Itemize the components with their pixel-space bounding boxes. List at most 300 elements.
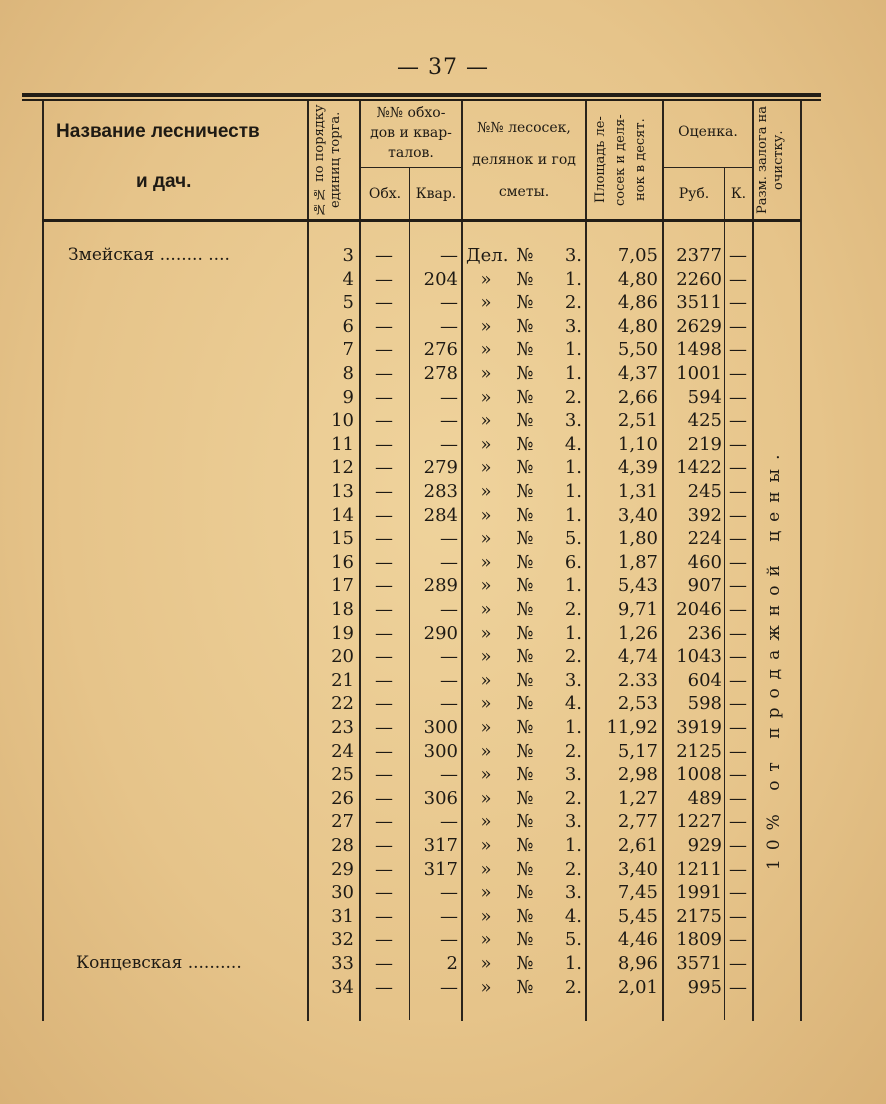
- row-number-sign: №: [516, 882, 534, 904]
- row-area: 1,87: [617, 551, 658, 573]
- row-obkhod: —: [375, 740, 393, 762]
- row-order-number: 29: [331, 858, 354, 880]
- row-prefix: »: [480, 433, 492, 455]
- row-kvartal: 278: [423, 363, 458, 384]
- row-area: 7,45: [617, 882, 658, 904]
- row-rubles: 907: [687, 575, 722, 597]
- row-order-number: 5: [342, 292, 354, 314]
- row-rubles: 2125: [676, 740, 722, 762]
- row-kvartal: 306: [423, 787, 458, 809]
- row-lesoseka: 3.: [564, 245, 582, 266]
- row-lesoseka: 1.: [564, 622, 582, 644]
- row-prefix: »: [480, 599, 492, 620]
- row-number-sign: №: [516, 905, 534, 927]
- row-order-number: 30: [331, 882, 354, 904]
- leader-dots: ........ ....: [159, 245, 230, 265]
- row-kopecks: —: [729, 433, 747, 455]
- row-prefix: »: [480, 740, 492, 762]
- row-area: 4,37: [617, 363, 658, 384]
- row-rubles: 245: [687, 481, 722, 502]
- row-kopecks: —: [729, 811, 747, 833]
- row-obkhod: —: [375, 292, 393, 314]
- row-obkhod: —: [375, 693, 393, 715]
- header-obkhod-sub: Обх.: [368, 186, 402, 202]
- row-kopecks: —: [729, 481, 747, 502]
- row-number-sign: №: [516, 622, 534, 644]
- header-bottom-rule: [42, 219, 801, 222]
- row-area: 5,45: [617, 905, 658, 927]
- row-order-number: 12: [331, 457, 354, 479]
- row-rubles: 2175: [676, 905, 722, 927]
- row-kvartal: —: [440, 646, 458, 668]
- row-kopecks: —: [729, 669, 747, 691]
- row-prefix: »: [480, 835, 492, 856]
- row-kvartal: —: [440, 929, 458, 951]
- row-lesoseka: 1.: [564, 363, 582, 384]
- row-obkhod: —: [375, 433, 393, 455]
- col-divider: [307, 101, 309, 1021]
- row-order-number: 14: [331, 504, 354, 526]
- header-subrule: [359, 167, 461, 168]
- row-prefix: »: [480, 622, 492, 644]
- row-kvartal: 276: [423, 339, 458, 361]
- row-prefix: »: [480, 953, 492, 974]
- row-kvartal: —: [440, 315, 458, 337]
- row-rubles: 1498: [676, 339, 722, 361]
- row-order-number: 7: [342, 339, 354, 361]
- header-lesosek-line3: сметы.: [498, 184, 550, 200]
- row-prefix: »: [480, 481, 492, 502]
- row-order-number: 34: [331, 976, 354, 998]
- row-area: 5,50: [617, 339, 658, 361]
- row-kopecks: —: [729, 245, 747, 266]
- row-kopecks: —: [729, 717, 747, 738]
- row-kopecks: —: [729, 528, 747, 550]
- leader-dots: ..........: [187, 953, 242, 973]
- row-area: 4,46: [617, 929, 658, 951]
- row-number-sign: №: [516, 433, 534, 455]
- row-order-number: 26: [331, 787, 354, 809]
- row-number-sign: №: [516, 740, 534, 762]
- row-lesoseka: 1.: [564, 953, 582, 974]
- row-kvartal: 300: [423, 717, 458, 738]
- row-prefix: »: [480, 787, 492, 809]
- row-obkhod: —: [375, 669, 393, 691]
- row-order-number: 22: [331, 693, 354, 715]
- row-order-number: 32: [331, 929, 354, 951]
- row-prefix: »: [480, 717, 492, 738]
- row-kvartal: —: [440, 551, 458, 573]
- row-obkhod: —: [375, 599, 393, 620]
- row-obkhod: —: [375, 717, 393, 738]
- row-obkhod: —: [375, 386, 393, 408]
- row-rubles: 489: [687, 787, 722, 809]
- row-prefix: »: [480, 410, 492, 432]
- row-rubles: 392: [687, 504, 722, 526]
- row-rubles: 604: [687, 669, 722, 691]
- row-area: 1,26: [617, 622, 658, 644]
- header-name-line2: и дач.: [136, 171, 192, 192]
- row-prefix: »: [480, 858, 492, 880]
- row-kvartal: 2: [446, 953, 458, 974]
- row-prefix: »: [480, 905, 492, 927]
- col-divider: [724, 168, 725, 1020]
- row-number-sign: №: [516, 245, 534, 266]
- row-prefix: »: [480, 315, 492, 337]
- row-prefix: Дел.: [466, 245, 509, 266]
- row-kopecks: —: [729, 363, 747, 384]
- row-kopecks: —: [729, 575, 747, 597]
- row-order-number: 19: [331, 622, 354, 644]
- header-obkhod-line3: талов.: [388, 145, 434, 161]
- row-prefix: »: [480, 929, 492, 951]
- row-prefix: »: [480, 457, 492, 479]
- row-prefix: »: [480, 764, 492, 786]
- row-obkhod: —: [375, 646, 393, 668]
- row-kopecks: —: [729, 953, 747, 974]
- col-divider: [752, 101, 754, 1021]
- row-lesoseka: 3.: [564, 315, 582, 337]
- row-kvartal: —: [440, 599, 458, 620]
- row-obkhod: —: [375, 622, 393, 644]
- row-rubles: 594: [687, 386, 722, 408]
- row-order-number: 27: [331, 811, 354, 833]
- row-kopecks: —: [729, 622, 747, 644]
- row-rubles: 1008: [676, 764, 722, 786]
- row-kopecks: —: [729, 858, 747, 880]
- row-kvartal: —: [440, 292, 458, 314]
- row-area: 2,66: [617, 386, 658, 408]
- row-obkhod: —: [375, 858, 393, 880]
- col-divider: [409, 168, 410, 1020]
- row-rubles: 3919: [676, 717, 722, 738]
- row-area: 3,40: [617, 858, 658, 880]
- row-number-sign: №: [516, 835, 534, 856]
- row-rubles: 1227: [676, 811, 722, 833]
- row-kvartal: 300: [423, 740, 458, 762]
- row-number-sign: №: [516, 481, 534, 502]
- row-area: 4,80: [617, 315, 658, 337]
- row-area: 7,05: [617, 245, 658, 266]
- row-rubles: 929: [687, 835, 722, 856]
- row-number-sign: №: [516, 811, 534, 833]
- row-number-sign: №: [516, 669, 534, 691]
- row-rubles: 1991: [676, 882, 722, 904]
- row-number-sign: №: [516, 363, 534, 384]
- row-order-number: 8: [342, 363, 354, 384]
- row-rubles: 2629: [676, 315, 722, 337]
- row-order-number: 9: [342, 386, 354, 408]
- side-note-zalog: 10% от продажной цены.: [764, 445, 784, 870]
- row-kopecks: —: [729, 882, 747, 904]
- row-lesoseka: 2.: [564, 976, 582, 998]
- row-area: 4,39: [617, 457, 658, 479]
- row-lesoseka: 6.: [564, 551, 582, 573]
- row-rubles: 2377: [676, 245, 722, 266]
- row-obkhod: —: [375, 268, 393, 290]
- col-divider: [359, 101, 361, 1021]
- header-ocenka: Оценка.: [678, 124, 738, 140]
- header-kvar-sub: Квар.: [415, 186, 457, 202]
- row-area: 1,27: [617, 787, 658, 809]
- row-kvartal: 289: [423, 575, 458, 597]
- row-number-sign: №: [516, 929, 534, 951]
- row-area: 2,53: [617, 693, 658, 715]
- row-obkhod: —: [375, 410, 393, 432]
- row-number-sign: №: [516, 599, 534, 620]
- row-number-sign: №: [516, 457, 534, 479]
- row-lesoseka: 2.: [564, 599, 582, 620]
- row-rubles: 425: [687, 410, 722, 432]
- row-area: 1,80: [617, 528, 658, 550]
- row-obkhod: —: [375, 457, 393, 479]
- row-prefix: »: [480, 363, 492, 384]
- header-obkhod-line2: дов и квар-: [370, 125, 452, 141]
- row-rubles: 1809: [676, 929, 722, 951]
- row-lesoseka: 2.: [564, 858, 582, 880]
- row-number-sign: №: [516, 646, 534, 668]
- row-number-sign: №: [516, 528, 534, 550]
- row-area: 9,71: [617, 599, 658, 620]
- row-area: 5,17: [617, 740, 658, 762]
- row-lesoseka: 1.: [564, 504, 582, 526]
- header-rub-sub: Руб.: [678, 186, 710, 202]
- row-lesoseka: 3.: [564, 410, 582, 432]
- row-number-sign: №: [516, 504, 534, 526]
- row-kopecks: —: [729, 268, 747, 290]
- row-number-sign: №: [516, 787, 534, 809]
- row-area: 2.33: [617, 669, 658, 691]
- row-kopecks: —: [729, 551, 747, 573]
- row-lesoseka: 5.: [564, 528, 582, 550]
- row-order-number: 28: [331, 835, 354, 856]
- row-lesoseka: 1.: [564, 457, 582, 479]
- row-kvartal: —: [440, 669, 458, 691]
- row-order-number: 10: [331, 410, 354, 432]
- row-obkhod: —: [375, 787, 393, 809]
- row-prefix: »: [480, 575, 492, 597]
- row-area: 1,31: [617, 481, 658, 502]
- row-lesoseka: 1.: [564, 268, 582, 290]
- row-obkhod: —: [375, 339, 393, 361]
- dacha-name-text: Змейская: [68, 245, 155, 265]
- row-rubles: 2260: [676, 268, 722, 290]
- row-rubles: 2046: [676, 599, 722, 620]
- row-number-sign: №: [516, 551, 534, 573]
- row-kopecks: —: [729, 339, 747, 361]
- row-kvartal: —: [440, 410, 458, 432]
- row-kopecks: —: [729, 835, 747, 856]
- row-obkhod: —: [375, 245, 393, 266]
- row-obkhod: —: [375, 953, 393, 974]
- row-lesoseka: 2.: [564, 386, 582, 408]
- row-lesoseka: 4.: [564, 693, 582, 715]
- row-kopecks: —: [729, 976, 747, 998]
- row-prefix: »: [480, 504, 492, 526]
- row-prefix: »: [480, 669, 492, 691]
- row-obkhod: —: [375, 504, 393, 526]
- row-area: 2,98: [617, 764, 658, 786]
- row-kopecks: —: [729, 410, 747, 432]
- row-rubles: 3511: [676, 292, 722, 314]
- row-prefix: »: [480, 528, 492, 550]
- row-area: 4,86: [617, 292, 658, 314]
- dacha-name-kontsevskaya: [76, 953, 242, 973]
- row-lesoseka: 2.: [564, 292, 582, 314]
- row-number-sign: №: [516, 764, 534, 786]
- row-lesoseka: 1.: [564, 835, 582, 856]
- row-order-number: 20: [331, 646, 354, 668]
- row-lesoseka: 4.: [564, 433, 582, 455]
- header-lesosek-line1: №№ лесосек,: [477, 120, 571, 136]
- row-number-sign: №: [516, 268, 534, 290]
- row-rubles: 224: [687, 528, 722, 550]
- row-kvartal: —: [440, 811, 458, 833]
- row-rubles: 1211: [676, 858, 722, 880]
- row-kvartal: 284: [423, 504, 458, 526]
- row-lesoseka: 3.: [564, 882, 582, 904]
- row-area: 3,40: [617, 504, 658, 526]
- row-number-sign: №: [516, 339, 534, 361]
- row-order-number: 23: [331, 717, 354, 738]
- row-number-sign: №: [516, 410, 534, 432]
- row-lesoseka: 3.: [564, 811, 582, 833]
- row-kvartal: 317: [423, 835, 458, 856]
- row-rubles: 598: [687, 693, 722, 715]
- dacha-name-text: Концевская: [76, 953, 183, 973]
- row-area: 4,80: [617, 268, 658, 290]
- row-number-sign: №: [516, 315, 534, 337]
- row-obkhod: —: [375, 528, 393, 550]
- row-kvartal: —: [440, 386, 458, 408]
- col-divider: [461, 101, 463, 1021]
- row-area: 4,74: [617, 646, 658, 668]
- row-kopecks: —: [729, 929, 747, 951]
- row-obkhod: —: [375, 575, 393, 597]
- row-number-sign: №: [516, 858, 534, 880]
- page-number: — 37 —: [397, 55, 489, 80]
- row-order-number: 24: [331, 740, 354, 762]
- row-order-number: 13: [331, 481, 354, 502]
- row-order-number: 3: [342, 245, 354, 266]
- header-zalog: Разм. залога на очистку.: [755, 106, 786, 214]
- header-kop-sub: К.: [730, 186, 747, 202]
- row-rubles: 460: [687, 551, 722, 573]
- row-obkhod: —: [375, 976, 393, 998]
- row-lesoseka: 4.: [564, 905, 582, 927]
- row-number-sign: №: [516, 717, 534, 738]
- row-prefix: »: [480, 693, 492, 715]
- row-obkhod: —: [375, 764, 393, 786]
- row-rubles: 3571: [676, 953, 722, 974]
- row-lesoseka: 1.: [564, 339, 582, 361]
- table-right-border: [800, 101, 802, 1021]
- row-kvartal: —: [440, 976, 458, 998]
- header-order-number: №№ по порядку единиц торга.: [312, 104, 343, 216]
- header-subrule: [662, 167, 752, 168]
- row-kvartal: 283: [423, 481, 458, 502]
- row-order-number: 16: [331, 551, 354, 573]
- row-number-sign: №: [516, 292, 534, 314]
- row-kopecks: —: [729, 599, 747, 620]
- row-kopecks: —: [729, 905, 747, 927]
- row-kopecks: —: [729, 740, 747, 762]
- row-lesoseka: 3.: [564, 669, 582, 691]
- row-area: 2,01: [617, 976, 658, 998]
- row-order-number: 4: [342, 268, 354, 290]
- row-prefix: »: [480, 386, 492, 408]
- row-kopecks: —: [729, 504, 747, 526]
- row-rubles: 219: [687, 433, 722, 455]
- dacha-name-zmeiskaya: [68, 245, 230, 265]
- row-area: 1,10: [617, 433, 658, 455]
- row-kopecks: —: [729, 386, 747, 408]
- row-order-number: 33: [331, 953, 354, 974]
- row-prefix: »: [480, 551, 492, 573]
- row-lesoseka: 2.: [564, 646, 582, 668]
- row-lesoseka: 2.: [564, 787, 582, 809]
- row-prefix: »: [480, 882, 492, 904]
- row-kvartal: —: [440, 528, 458, 550]
- col-divider: [585, 101, 587, 1021]
- row-obkhod: —: [375, 835, 393, 856]
- row-kvartal: —: [440, 693, 458, 715]
- row-number-sign: №: [516, 575, 534, 597]
- row-order-number: 6: [342, 315, 354, 337]
- row-lesoseka: 1.: [564, 717, 582, 738]
- row-number-sign: №: [516, 386, 534, 408]
- row-kvartal: —: [440, 882, 458, 904]
- row-kopecks: —: [729, 764, 747, 786]
- row-kvartal: —: [440, 905, 458, 927]
- row-rubles: 1043: [676, 646, 722, 668]
- row-order-number: 25: [331, 764, 354, 786]
- row-prefix: »: [480, 339, 492, 361]
- row-kvartal: 204: [423, 268, 458, 290]
- row-kopecks: —: [729, 693, 747, 715]
- row-kopecks: —: [729, 457, 747, 479]
- row-number-sign: №: [516, 953, 534, 974]
- row-obkhod: —: [375, 551, 393, 573]
- row-number-sign: №: [516, 976, 534, 998]
- row-prefix: »: [480, 976, 492, 998]
- row-lesoseka: 1.: [564, 575, 582, 597]
- row-order-number: 18: [331, 599, 354, 620]
- row-prefix: »: [480, 811, 492, 833]
- row-rubles: 1422: [676, 457, 722, 479]
- row-kvartal: 279: [423, 457, 458, 479]
- row-area: 2,61: [617, 835, 658, 856]
- row-area: 2,77: [617, 811, 658, 833]
- table-left-border: [42, 101, 44, 1021]
- row-obkhod: —: [375, 315, 393, 337]
- row-prefix: »: [480, 268, 492, 290]
- row-area: 8,96: [617, 953, 658, 974]
- row-kvartal: —: [440, 245, 458, 266]
- row-order-number: 21: [331, 669, 354, 691]
- row-order-number: 15: [331, 528, 354, 550]
- row-order-number: 31: [331, 905, 354, 927]
- row-lesoseka: 1.: [564, 481, 582, 502]
- row-lesoseka: 2.: [564, 740, 582, 762]
- header-name-line1: Название лесничеств: [56, 121, 260, 142]
- row-obkhod: —: [375, 811, 393, 833]
- row-number-sign: №: [516, 693, 534, 715]
- top-rule: [22, 93, 821, 97]
- header-lesosek-line2: делянок и год: [472, 152, 576, 168]
- row-area: 2,51: [617, 410, 658, 432]
- header-obkhod-line1: №№ обхо-: [376, 105, 446, 121]
